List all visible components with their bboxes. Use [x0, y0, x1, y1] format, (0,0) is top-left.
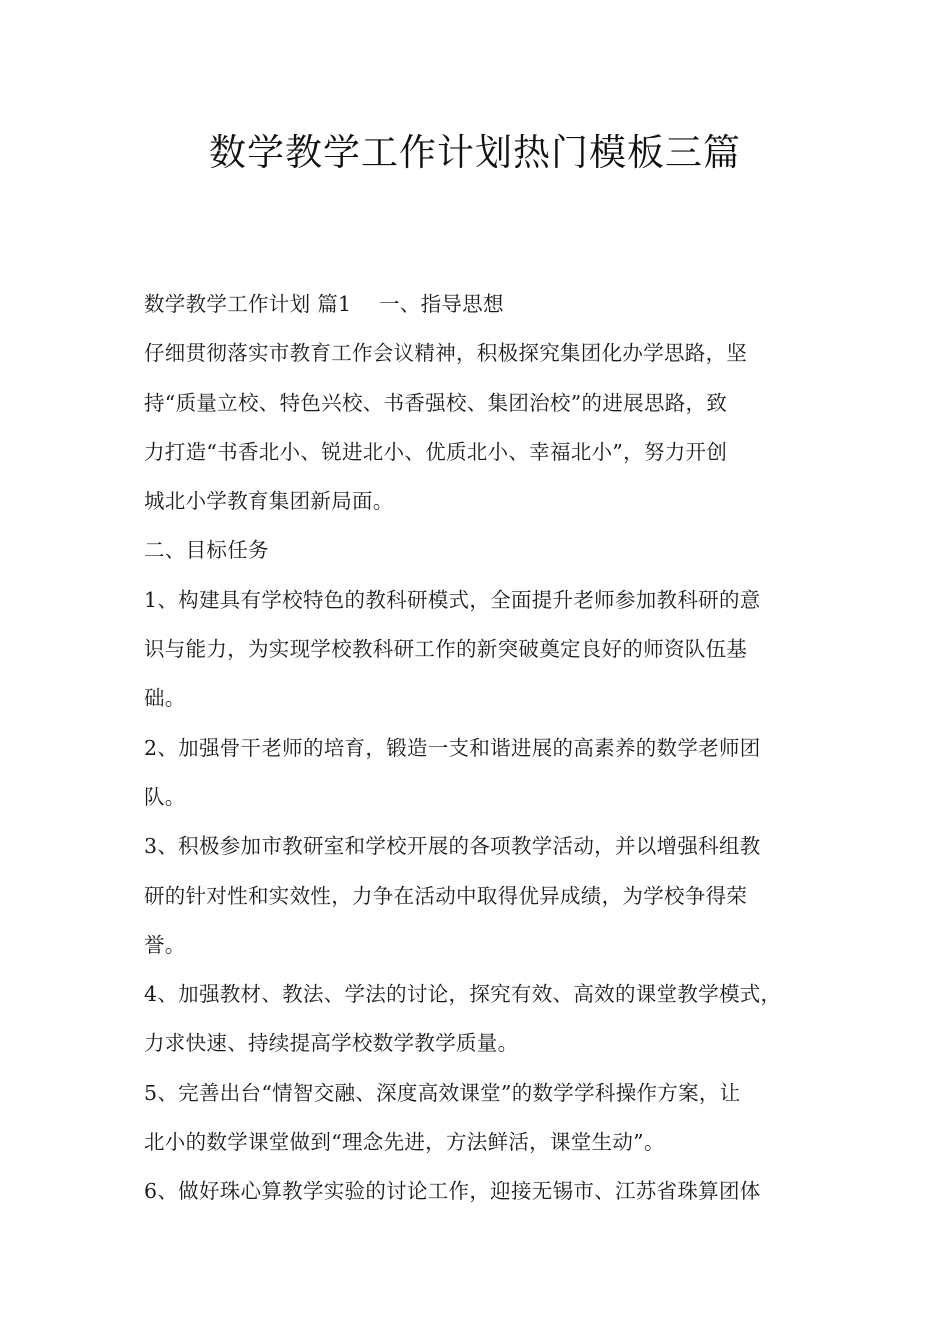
- body-line: 4、加强教材、教法、学法的讨论，探究有效、高效的课堂教学模式，: [144, 982, 782, 1007]
- document-body: [144, 280, 814, 1217]
- body-line: 5、完善出台“情智交融、深度高效课堂”的数学学科操作方案，让: [144, 1080, 741, 1105]
- body-line: 2、加强骨干老师的培育，锻造一支和谐进展的高素养的数学老师团: [144, 735, 761, 760]
- body-line: 力打造“书香北小、锐进北小、优质北小、幸福北小”，努力开创: [144, 439, 728, 464]
- body-line: 持“质量立校、特色兴校、书香强校、集团治校”的进展思路，致: [144, 390, 728, 415]
- body-line: 队。: [144, 784, 186, 809]
- body-line: 1、构建具有学校特色的教科研模式，全面提升老师参加教科研的意: [144, 587, 761, 612]
- body-line: 数学教学工作计划 篇1 一、指导思想: [144, 292, 504, 316]
- body-line: 3、积极参加市教研室和学校开展的各项教学活动，并以增强科组教: [144, 834, 761, 859]
- body-line: 础。: [144, 686, 186, 711]
- body-line: 力求快速、持续提高学校数学教学质量。: [144, 1031, 519, 1056]
- body-line: 北小的数学课堂做到“理念先进，方法鲜活，课堂生动”。: [144, 1130, 665, 1155]
- body-line: 识与能力，为实现学校教科研工作的新突破奠定良好的师资队伍基: [144, 637, 748, 662]
- body-line: 研的针对性和实效性，力争在活动中取得优异成绩，为学校争得荣: [144, 883, 748, 908]
- document-title: 数学教学工作计划热门模板三篇: [209, 131, 741, 174]
- section-heading: 二、目标任务: [144, 538, 269, 563]
- body-line: 誉。: [144, 932, 186, 957]
- body-line: 仔细贯彻落实市教育工作会议精神，积极探究集团化办学思路，坚: [144, 341, 748, 366]
- body-line: 城北小学教育集团新局面。: [144, 489, 394, 514]
- body-line: 6、做好珠心算教学实验的讨论工作，迎接无锡市、江苏省珠算团体: [144, 1179, 761, 1204]
